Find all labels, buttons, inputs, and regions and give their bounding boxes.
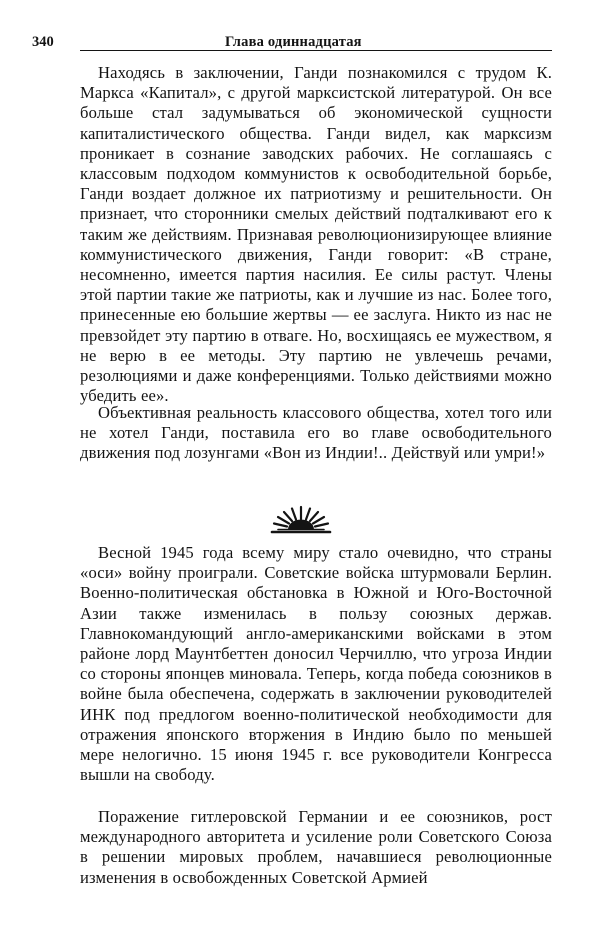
paragraph-3: Весной 1945 года всему миру стало очевидно, что страны «оси» войну проиграли. Советские войска штурмовали Берлин. Военно-политическая обстановка в Южной и Юго-Восточной Азии также изменилась в пользу союзных держав. Главнокомандующий англо-американскими войсками в этом районе лорд Маунтбеттен доносил Черчиллю, что угроза Индии со стороны японцев миновала. Теперь, когда победа союзников в войне была обеспечена, содержать в заключении руководителей ИНК под предлогом военно-политической необходимости для отражения японского вторжения в Индию было по меньшей мере нелогично. 15 июня 1945 г. все руководители Конгресса вышли на свободу. — [80, 543, 552, 785]
paragraph-4: Поражение гитлеровской Германии и ее союзников, рост международного авторитета и усиление роли Советского Союза в решении мировых проблем, начавшиеся революционные изменения в освобожденных Советской Армией — [80, 807, 552, 887]
page-number: 340 — [32, 34, 54, 50]
running-header — [32, 30, 551, 52]
paragraph-1: Находясь в заключении, Ганди познакомился с трудом К. Маркса «Капитал», с другой марксистской литературой. Он все больше стал задумываться об экономической сущности капиталистического общества. Ганди видел, как марксизм проникает в сознание заводских рабочих. Не соглашаясь с классовым подходом коммунистов к освободительной борьбе, Ганди воздает должное их патриотизму и решительности. Он признает, что сторонники смелых действий подталкивают его к таким же действиям. Признавая революционизирующее влияние коммунистического движения, Ганди говорит: «В стране, несомненно, имеется партия насилия. Ее силы растут. Члены этой партии такие же патриоты, как и лучшие из нас. Более того, принесенные ею большие жертвы — ее заслуга. Никто из нас не превзойдет эту партию в отваге. Но, восхищаясь ее мужеством, я не верю в ее методы. Эту партию не увлечешь речами, резолюциями и даже конференциями. Только действиями можно убедить ее». — [80, 63, 552, 406]
chapter-title: Глава одиннадцатая — [225, 34, 362, 50]
sunburst-ornament-icon — [269, 505, 333, 535]
paragraph-2: Объективная реальность классового общества, хотел того или не хотел Ганди, поставила его во главе освободительного движения под лозунгами «Вон из Индии!.. Действуй или умри!» — [80, 403, 552, 463]
header-rule — [80, 50, 552, 51]
